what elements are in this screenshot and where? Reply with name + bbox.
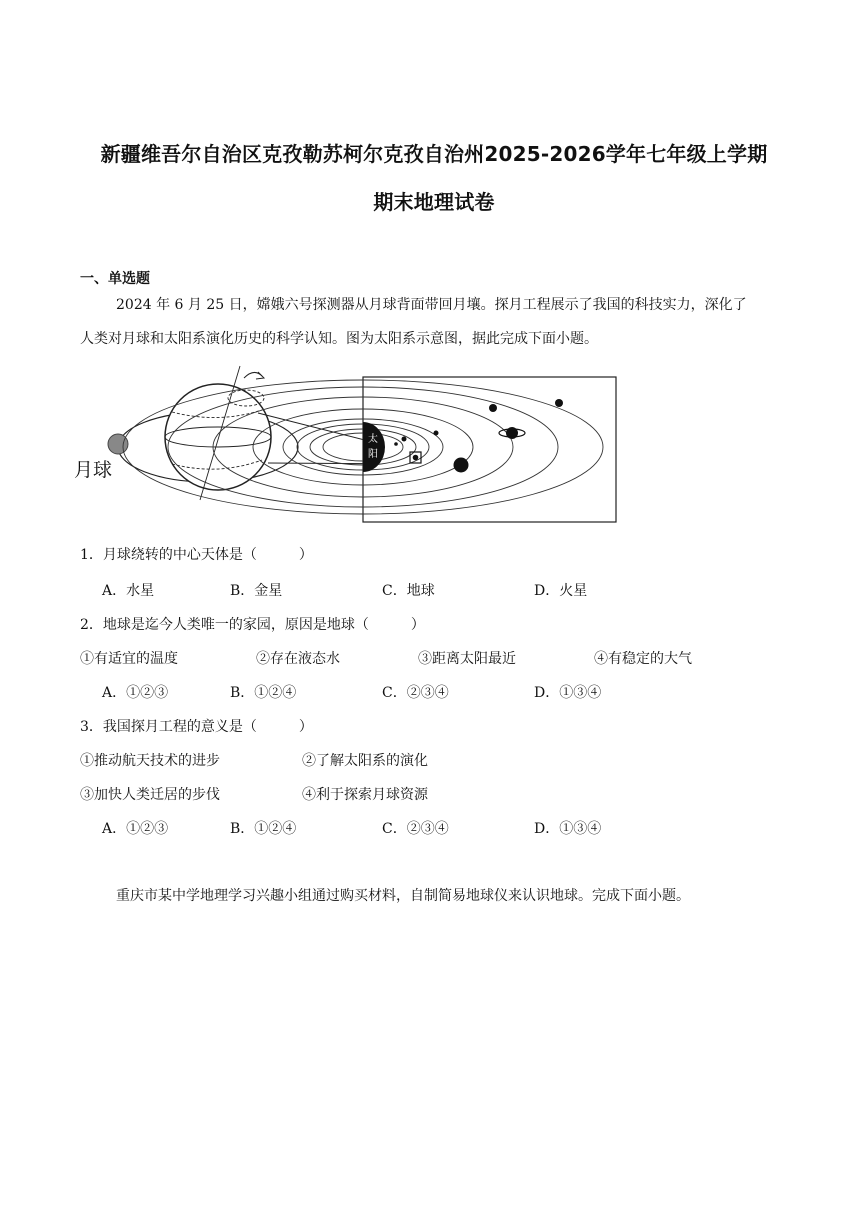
planet-neptune-icon [555,399,563,407]
passage-1-line-1: 2024 年 6 月 25 日，嫦娥六号探测器从月球背面带回月壤。探月工程展示了我国的科技实力，深化了 [116,297,747,313]
question-2-statement-3: ③距离太阳最近 [418,651,516,667]
sun-label-2: 阳 [368,449,378,460]
question-3-option-a[interactable]: A．①②③ [102,821,169,837]
question-1-option-c[interactable]: C．地球 [382,583,435,599]
passage-2-line-1: 重庆市某中学地理学习兴趣小组通过购买材料，自制简易地球仪来认识地球。完成下面小题。 [116,888,690,904]
moon-label: 月球 [74,459,113,481]
question-1-stem: 1．月球绕转的中心天体是（ ） [80,547,313,563]
question-2-stem: 2．地球是迄今人类唯一的家园，原因是地球（ ） [80,617,425,633]
question-1-option-b[interactable]: B．金星 [230,583,283,599]
question-2-option-a[interactable]: A．①②③ [102,685,169,701]
planet-mars-icon [434,431,439,436]
planet-venus-icon [402,437,407,442]
question-3-option-b[interactable]: B．①②④ [230,821,297,837]
question-3-option-d[interactable]: D．①③④ [534,821,602,837]
section-heading-single-choice: 一、单选题 [80,271,150,287]
passage-1-line-2: 人类对月球和太阳系演化历史的科学认知。图为太阳系示意图，据此完成下面小题。 [80,331,598,347]
question-3-statement-4: ④利于探索月球资源 [302,787,428,803]
question-3-option-c[interactable]: C．②③④ [382,821,449,837]
question-3-statement-1: ①推动航天技术的进步 [80,753,220,769]
exam-title-line-1: 新疆维吾尔自治区克孜勒苏柯尔克孜自治州2025-2026学年七年级上学期 [100,142,768,166]
question-2-statement-2: ②存在液态水 [256,651,340,667]
planet-mercury-icon [394,442,398,446]
question-2-statement-1: ①有适宜的温度 [80,651,178,667]
moon-icon [108,434,128,454]
question-2-option-c[interactable]: C．②③④ [382,685,449,701]
question-3-statement-3: ③加快人类迁居的步伐 [80,787,220,803]
question-3-stem: 3．我国探月工程的意义是（ ） [80,719,313,735]
planet-uranus-icon [489,404,497,412]
question-1-option-a[interactable]: A．水星 [102,583,155,599]
solar-system-figure [0,360,868,530]
question-2-statement-4: ④有稳定的大气 [594,651,692,667]
question-2-option-d[interactable]: D．①③④ [534,685,602,701]
planet-jupiter-icon [454,458,469,473]
sun-label-1: 太 [368,434,378,445]
question-3-statement-2: ②了解太阳系的演化 [302,753,428,769]
question-1-option-d[interactable]: D．火星 [534,583,588,599]
question-2-option-b[interactable]: B．①②④ [230,685,297,701]
planet-earth-icon [413,455,419,461]
exam-title-line-2: 期末地理试卷 [373,190,495,214]
